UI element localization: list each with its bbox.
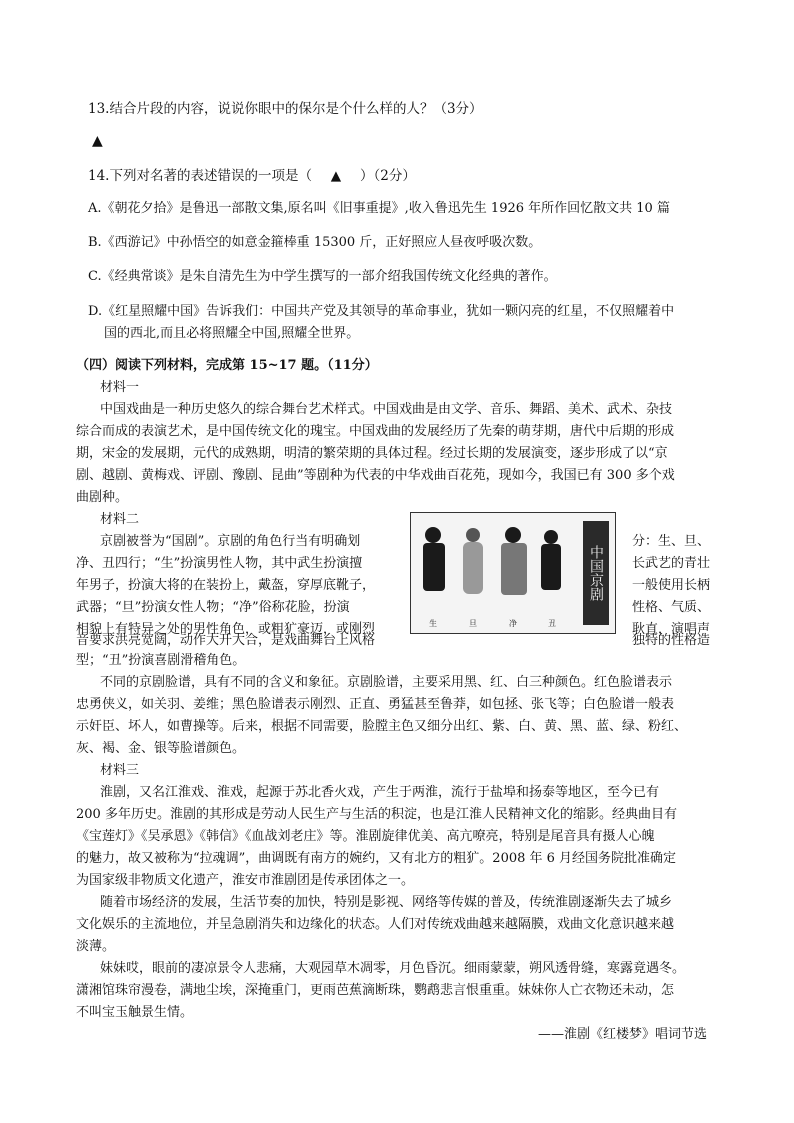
option-c: C.《经典常谈》是朱自清先生为中学生撰写的一部介绍我国传统文化经典的著作。 xyxy=(88,269,557,284)
material-1-line: 中国戏曲是一种历史悠久的综合舞台艺术样式。中国戏曲是由文学、音乐、舞蹈、美术、武术、杂技 xyxy=(100,402,673,417)
option-d-line2: 国的西北,而且必将照耀全中国,照耀全世界。 xyxy=(104,326,360,341)
material-3-title: 材料三 xyxy=(100,763,140,778)
lyrics-line: 潇湘馆珠帘漫卷，满地尘埃，深掩重门，更雨芭蕉滴断珠，鹦鹉悲言恨重重。妹妹你人亡衣物还未动，怎 xyxy=(76,983,675,998)
option-d-line1: D.《红星照耀中国》告诉我们：中国共产党及其领导的革命事业，犹如一颗闪亮的红星，不仅照耀着中 xyxy=(88,304,675,319)
question-14 xyxy=(88,166,416,186)
material-3-line: 的魅力，故又被称为“拉魂调”，曲调既有南方的婉约，又有北方的粗犷。2008 年 6 月经国务院批准确定 xyxy=(76,851,677,866)
caption-sheng: 生 xyxy=(429,619,437,628)
caption-dan: 旦 xyxy=(469,619,477,628)
material-1-line: 综合而成的表演艺术，是中国传统文化的瑰宝。中国戏曲的发展经历了先秦的萌芽期，唐代中后期的形成 xyxy=(76,424,675,439)
option-b: B.《西游记》中孙悟空的如意金箍棒重 15300 斤，正好照应人昼夜呼吸次数。 xyxy=(88,235,542,250)
material-2-line: 分：生、旦、 xyxy=(632,534,711,549)
material-2-line: 武器；“旦”扮演女性人物；“净”俗称花脸，扮演 xyxy=(76,600,350,615)
material-3-para2: 淡薄。 xyxy=(76,939,116,954)
material-3-para2: 随着市场经济的发展，生活节奏的加快，特别是影视、网络等传媒的普及，传统淮剧逐渐失去了城乡 xyxy=(100,895,673,910)
material-1-title: 材料一 xyxy=(100,380,140,395)
question-13: 13.结合片段的内容，说说你眼中的保尔是个什么样的人？（3分） xyxy=(88,101,483,117)
material-2-line: 京剧被誉为“国剧”。京剧的角色行当有明确划 xyxy=(100,534,361,549)
material-2-para2: 示奸臣、坏人，如曹操等。后来，根据不同需要，脸膛主色又细分出红、紫、白、黄、黑、蓝、绿、粉红、 xyxy=(76,719,688,734)
material-2-line: 独特的性格造 xyxy=(632,633,711,648)
lyrics-line: 不叫宝玉触景生情。 xyxy=(76,1005,194,1020)
caption-chou: 丑 xyxy=(548,619,556,628)
material-3-line: 200 多年历史。淮剧的其形成是劳动人民生产与生活的积淀，也是江淮人民精神文化的缩影。经典曲目有 xyxy=(76,807,677,822)
opera-figures-icon xyxy=(411,513,581,633)
material-1-line: 曲剧种。 xyxy=(76,490,129,505)
material-2-line: 一般使用长柄 xyxy=(632,578,711,593)
answer-blank-icon: ▲ xyxy=(330,168,342,184)
material-2-title: 材料二 xyxy=(100,512,140,527)
answer-mark-icon: ▲ xyxy=(92,133,103,149)
caption-jing: 净 xyxy=(509,619,517,628)
question-14-stem: 14.下列对名著的表述错误的一项是（ xyxy=(88,168,312,184)
material-2-line: 性格、气质、 xyxy=(632,600,711,615)
lyrics-line: 妹妹哎，眼前的凄凉景令人悲痛，大观园草木凋零，月色昏沉。细雨蒙蒙，朔风透骨缝，寒露竟遇冬。 xyxy=(100,961,686,976)
peking-opera-logo: 中国京剧 xyxy=(583,521,609,625)
material-1-line: 剧、越剧、黄梅戏、评剧、豫剧、昆曲”等剧种为代表的中华戏曲百花苑，现如今，我国已有 300 多个戏 xyxy=(76,468,675,483)
material-3-para2: 文化娱乐的主流地位，并呈急剧消失和边缘化的状态。人们对传统戏曲越来越隔膜，戏曲文化意识越来越 xyxy=(76,917,675,932)
material-3-line: 《宝莲灯》《吴承恩》《韩信》《血战刘老庄》等。淮剧旋律优美、高亢嘹亮，特别是尾音具有摄人心魄 xyxy=(76,829,655,844)
material-1-line: 期，宋金的发展期，元代的成熟期，明清的繁荣期的具体过程。经过长期的发展演变，逐步形成了以“京 xyxy=(76,446,668,461)
material-2-line: 年男子，扮演大将的在装扮上，戴盔，穿厚底靴子， xyxy=(76,578,376,593)
material-3-line: 淮剧，又名江淮戏、淮戏，起源于苏北香火戏，产生于两淮，流行于盐埠和扬泰等地区，至今已有 xyxy=(100,785,660,800)
material-2-para2: 忠勇侠义，如关羽、姜维；黑色脸谱表示刚烈、正直、勇猛甚至鲁莽，如包拯、张飞等；白色脸谱一般表 xyxy=(76,697,675,712)
option-a: A.《朝花夕拾》是鲁迅一部散文集,原名叫《旧事重提》,收入鲁迅先生 1926 年所作回忆散文共 10 篇 xyxy=(88,201,670,216)
question-14-score: ）（2分） xyxy=(359,168,416,184)
lyrics-source: ——淮剧《红楼梦》唱词节选 xyxy=(538,1027,708,1042)
material-2-line: 音要求洪亮宽阔，动作大开大合，是戏曲舞台上风格 xyxy=(76,633,376,648)
material-2-line: 长武艺的青壮 xyxy=(632,556,711,571)
section-heading: （四）阅读下列材料，完成第 15~17 题。（11分） xyxy=(76,358,378,373)
material-2-line: 净、丑四行；“生”扮演男性人物，其中武生扮演擅 xyxy=(76,556,363,571)
material-3-line: 为国家级非物质文化遗产，淮安市淮剧团是传承团体之一。 xyxy=(76,873,415,888)
peking-opera-image xyxy=(410,512,616,634)
material-2-para2: 灰、褐、金、银等脸谱颜色。 xyxy=(76,741,246,756)
material-2-line: 耿直，演唱声 xyxy=(632,622,711,637)
material-2-para2: 不同的京剧脸谱，具有不同的含义和象征。京剧脸谱，主要采用黑、红、白三种颜色。红色脸谱表示 xyxy=(100,675,673,690)
material-2-line: 型；“丑”扮演喜剧滑稽角色。 xyxy=(76,653,246,668)
material-2-line: 相貌上有特异之处的男性角色，或粗犷豪迈，或刚烈 xyxy=(76,622,376,637)
